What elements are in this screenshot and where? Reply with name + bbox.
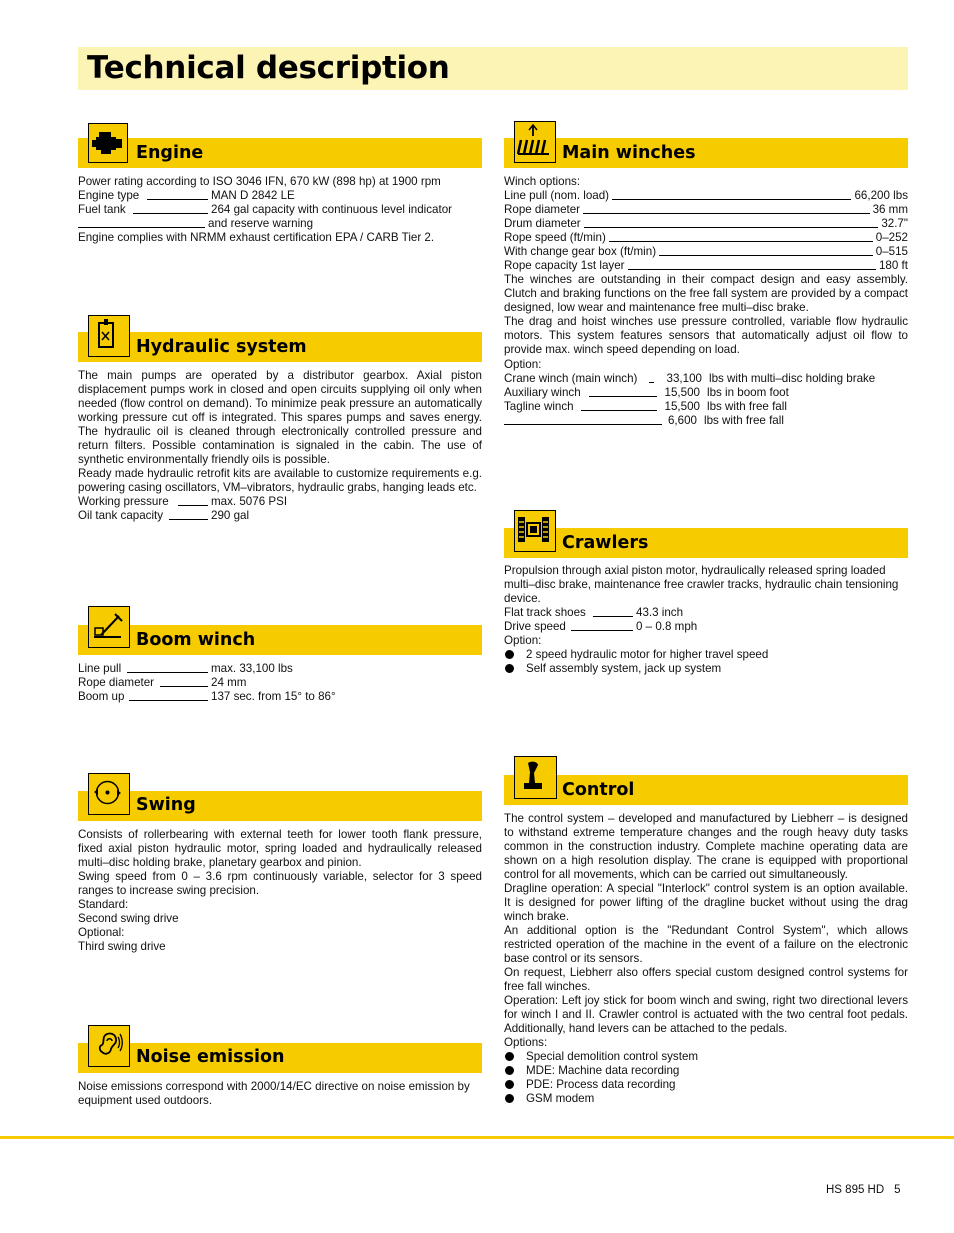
- main-winches-body: [504, 175, 908, 428]
- leader-line: [659, 255, 873, 256]
- spec-label: Boom up: [78, 690, 125, 703]
- list-item-text: 2 speed hydraulic motor for higher travel speed: [526, 648, 769, 661]
- spec-value: 6,600: [667, 414, 697, 427]
- bullet-icon: [505, 1066, 514, 1075]
- list-item: [504, 1050, 908, 1064]
- page-number: 5: [894, 1184, 901, 1196]
- hydraulic-body: [78, 369, 482, 523]
- leader-line: [584, 227, 879, 228]
- spec-value: 180 ft: [878, 259, 908, 272]
- leader-line: [147, 199, 208, 200]
- spec-row: [504, 606, 908, 620]
- spec-label: Auxiliary winch: [504, 386, 581, 399]
- leader-line: [612, 199, 851, 200]
- section-title: Noise emission: [136, 1047, 285, 1067]
- leader-line: [609, 241, 873, 242]
- spec-label: Rope diameter: [504, 203, 581, 216]
- swing-icon: [88, 773, 130, 815]
- spec-value: 24 mm: [211, 676, 247, 689]
- leader-line: [169, 519, 208, 520]
- spec-value: max. 5076 PSI: [211, 495, 288, 508]
- spec-row: [504, 386, 908, 400]
- boom-winch-body: [78, 662, 482, 704]
- spec-value: 264 gal capacity with continuous level indicator: [211, 203, 453, 216]
- boom-winch-icon: [88, 606, 130, 648]
- leader-line: [160, 686, 208, 687]
- spec-value: 43.3 inch: [636, 606, 684, 619]
- spec-label: Engine type: [78, 189, 140, 202]
- spec-row: [504, 620, 908, 634]
- section-title: Control: [562, 780, 635, 800]
- spec-value: 32.7": [881, 217, 908, 230]
- swing-paragraph: Consists of rollerbearing with external teeth for lower tooth flank pressure, fixed axial piston hydraulic motor, spring loaded and hydraulically released multi–disc holding brake, planetary gearbox and pinion.: [78, 828, 482, 869]
- section-title: Boom winch: [136, 630, 256, 650]
- spec-row: [504, 217, 908, 231]
- spec-label: With change gear box (ft/min): [504, 245, 657, 258]
- list-item-text: Self assembly system, jack up system: [526, 662, 722, 675]
- spec-row: [78, 690, 482, 704]
- spec-label: Line pull: [78, 662, 122, 675]
- control-paragraph: Dragline operation: A special "Interlock" control system is an option available. It is designed for power lifting of the dragline bucket without using the drag winch brake.: [504, 882, 908, 923]
- page-title: Technical description: [87, 50, 450, 86]
- spec-row: [504, 414, 908, 428]
- spec-row: [504, 372, 908, 386]
- spec-label: Drum diameter: [504, 217, 581, 230]
- list-item-text: MDE: Machine data recording: [526, 1064, 680, 1077]
- optional-value: Third swing drive: [78, 940, 166, 953]
- spec-row: [78, 203, 482, 217]
- standard-label: Standard:: [78, 898, 129, 911]
- spec-label: Crane winch (main winch): [504, 372, 638, 385]
- spec-row: [504, 400, 908, 414]
- footer-rule: [0, 1136, 954, 1139]
- winch-icon: [514, 121, 556, 163]
- hydraulic-paragraph: Ready made hydraulic retrofit kits are available to customize requirements e.g. powering casing oscillators, VM–vibrators, hydraulic grabs, hanging leads etc.: [78, 467, 482, 494]
- leader-line: [593, 616, 633, 617]
- spec-row: [78, 189, 482, 203]
- crawlers-body: [504, 564, 908, 676]
- spec-label: Rope capacity 1st layer: [504, 259, 625, 272]
- swing-paragraph: Swing speed from 0 – 3.6 rpm continuously variable, selector for 3 speed ranges to increase swing precision.: [78, 870, 482, 897]
- leader-line: [129, 700, 208, 701]
- spec-unit: lbs with free fall: [704, 414, 784, 427]
- page-footer: [826, 1183, 901, 1197]
- spec-value: 36 mm: [872, 203, 908, 216]
- spec-label: Fuel tank: [78, 203, 126, 216]
- ear-icon: [88, 1025, 130, 1067]
- spec-label: Line pull (nom. load): [504, 189, 610, 202]
- noise-paragraph: Noise emissions correspond with 2000/14/EC directive on noise emission by equipment used outdoors.: [78, 1080, 470, 1107]
- engine-intro: Power rating according to ISO 3046 IFN, 670 kW (898 hp) at 1900 rpm: [78, 175, 441, 188]
- spec-value: 0–515: [875, 245, 908, 258]
- section-title: Main winches: [562, 143, 696, 163]
- spec-unit: lbs with multi–disc holding brake: [709, 372, 876, 385]
- crawler-option-label: Option:: [504, 634, 542, 647]
- crawler-icon: [514, 510, 556, 552]
- spec-value: 15,500: [664, 400, 700, 413]
- section-title: Hydraulic system: [136, 337, 307, 357]
- winch-option-label: Option:: [504, 358, 542, 371]
- spec-value: max. 33,100 lbs: [211, 662, 293, 675]
- list-item: [504, 662, 908, 676]
- leader-line: [571, 630, 633, 631]
- list-item-text: Special demolition control system: [526, 1050, 699, 1063]
- standard-value: Second swing drive: [78, 912, 179, 925]
- section-title: Engine: [136, 143, 204, 163]
- leader-line: [504, 424, 662, 425]
- spec-row: [78, 509, 482, 523]
- leader-line: [78, 227, 205, 228]
- list-item-text: PDE: Process data recording: [526, 1078, 676, 1091]
- spec-unit: lbs in boom foot: [707, 386, 789, 399]
- spec-label: Tagline winch: [504, 400, 574, 413]
- spec-row: [504, 203, 908, 217]
- winches-paragraph: The drag and hoist winches use pressure controlled, variable flow hydraulic motors. This system features sensors that automatically adjust oil flow to provide max. winch speed depending on load.: [504, 315, 908, 356]
- spec-value: 15,500: [664, 386, 700, 399]
- spec-label: Rope speed (ft/min): [504, 231, 606, 244]
- engine-body: [78, 175, 482, 245]
- section-title: Crawlers: [562, 533, 649, 553]
- control-paragraph: The control system – developed and manufactured by Liebherr – is designed to withstand extreme temperature changes and the rough heavy duty tasks common in the construction industry. Complete machine operating data are shown on a high resolution display. The crane is equipped with proportional control for all movements, which can be carried out simultaneously.: [504, 812, 908, 881]
- spec-row: [504, 259, 908, 273]
- spec-value: 0–252: [875, 231, 908, 244]
- spec-row: [504, 231, 908, 245]
- spec-label: Flat track shoes: [504, 606, 586, 619]
- bullet-icon: [505, 664, 514, 673]
- list-item: [504, 1064, 908, 1078]
- leader-line: [581, 410, 657, 411]
- hydraulic-paragraph: The main pumps are operated by a distributor gearbox. Axial piston displacement pumps work in closed and open circuits supplying oil only when needed (flow control on demand). To minimize peak pressure an automatically working pressure cut off is integrated. This spares pumps and saves energy. The hydraulic oil is cleaned through electronically controlled pressure and return filters. Possible contamination is signaled in the cabin. The use of synthetic environmentally friendly oils is possible.: [78, 369, 482, 466]
- spec-value: 66,200 lbs: [854, 189, 908, 202]
- winch-options-label: Winch options:: [504, 175, 581, 188]
- spec-row: [78, 217, 482, 231]
- spec-value: 137 sec. from 15° to 86°: [211, 690, 336, 703]
- spec-value: 290 gal: [211, 509, 250, 522]
- control-body: [504, 812, 908, 1106]
- bullet-icon: [505, 1094, 514, 1103]
- page-header: [78, 47, 908, 90]
- spec-value: 0 – 0.8 mph: [636, 620, 698, 633]
- spec-label: Oil tank capacity: [78, 509, 164, 522]
- leader-line: [628, 269, 876, 270]
- optional-label: Optional:: [78, 926, 125, 939]
- bullet-icon: [505, 1080, 514, 1089]
- spec-row: [78, 676, 482, 690]
- noise-body: [78, 1080, 482, 1108]
- list-item-text: GSM modem: [526, 1092, 595, 1105]
- spec-value: and reserve warning: [208, 217, 314, 230]
- leader-line: [133, 213, 208, 214]
- control-paragraph: On request, Liebherr also offers special custom designed control systems for free fall winches.: [504, 966, 908, 993]
- list-item: [504, 1092, 908, 1106]
- control-paragraph: Operation: Left joy stick for boom winch and swing, right two directional levers for winch I and II. Crawler control is actuated with the two central foot pedals. Additionally, hand levers can be attached to the pedals.: [504, 994, 908, 1035]
- spec-unit: lbs with free fall: [707, 400, 787, 413]
- spec-label: Working pressure: [78, 495, 169, 508]
- leader-line: [583, 213, 870, 214]
- leader-line: [127, 672, 208, 673]
- leader-line: [649, 382, 654, 383]
- winches-paragraph: The winches are outstanding in their compact design and easy assembly. Clutch and braking functions on the free fall system are provided by a compact designed, low wear and maintenance free multi–disc brake.: [504, 273, 908, 314]
- bullet-icon: [505, 650, 514, 659]
- leader-line: [589, 396, 657, 397]
- control-paragraph: An additional option is the "Redundant Control System", which allows restricted operation of the machine in the event of a failure on the electronic base control or its sensors.: [504, 924, 908, 965]
- crawlers-paragraph: Propulsion through axial piston motor, hydraulically released spring loaded multi–disc brake, maintenance free crawler tracks, hydraulic chain tensioning device.: [504, 564, 899, 605]
- control-options-label: Options:: [504, 1036, 548, 1049]
- spec-row: [504, 189, 908, 203]
- spec-row: [78, 662, 482, 676]
- leader-line: [178, 505, 208, 506]
- hydraulic-cylinder-icon: [88, 315, 130, 357]
- spec-value: MAN D 2842 LE: [211, 189, 295, 202]
- engine-icon: [88, 123, 128, 163]
- spec-value: 33,100: [666, 372, 702, 385]
- swing-body: [78, 828, 482, 954]
- spec-row: [504, 245, 908, 259]
- section-title: Swing: [136, 795, 196, 815]
- list-item: [504, 1078, 908, 1092]
- engine-outro: Engine complies with NRMM exhaust certification EPA / CARB Tier 2.: [78, 231, 435, 244]
- spec-row: [78, 495, 482, 509]
- footer-model: HS 895 HD: [826, 1184, 885, 1196]
- spec-label: Drive speed: [504, 620, 566, 633]
- bullet-icon: [505, 1052, 514, 1061]
- list-item: [504, 648, 908, 662]
- spec-label: Rope diameter: [78, 676, 155, 689]
- joystick-icon: [514, 756, 557, 799]
